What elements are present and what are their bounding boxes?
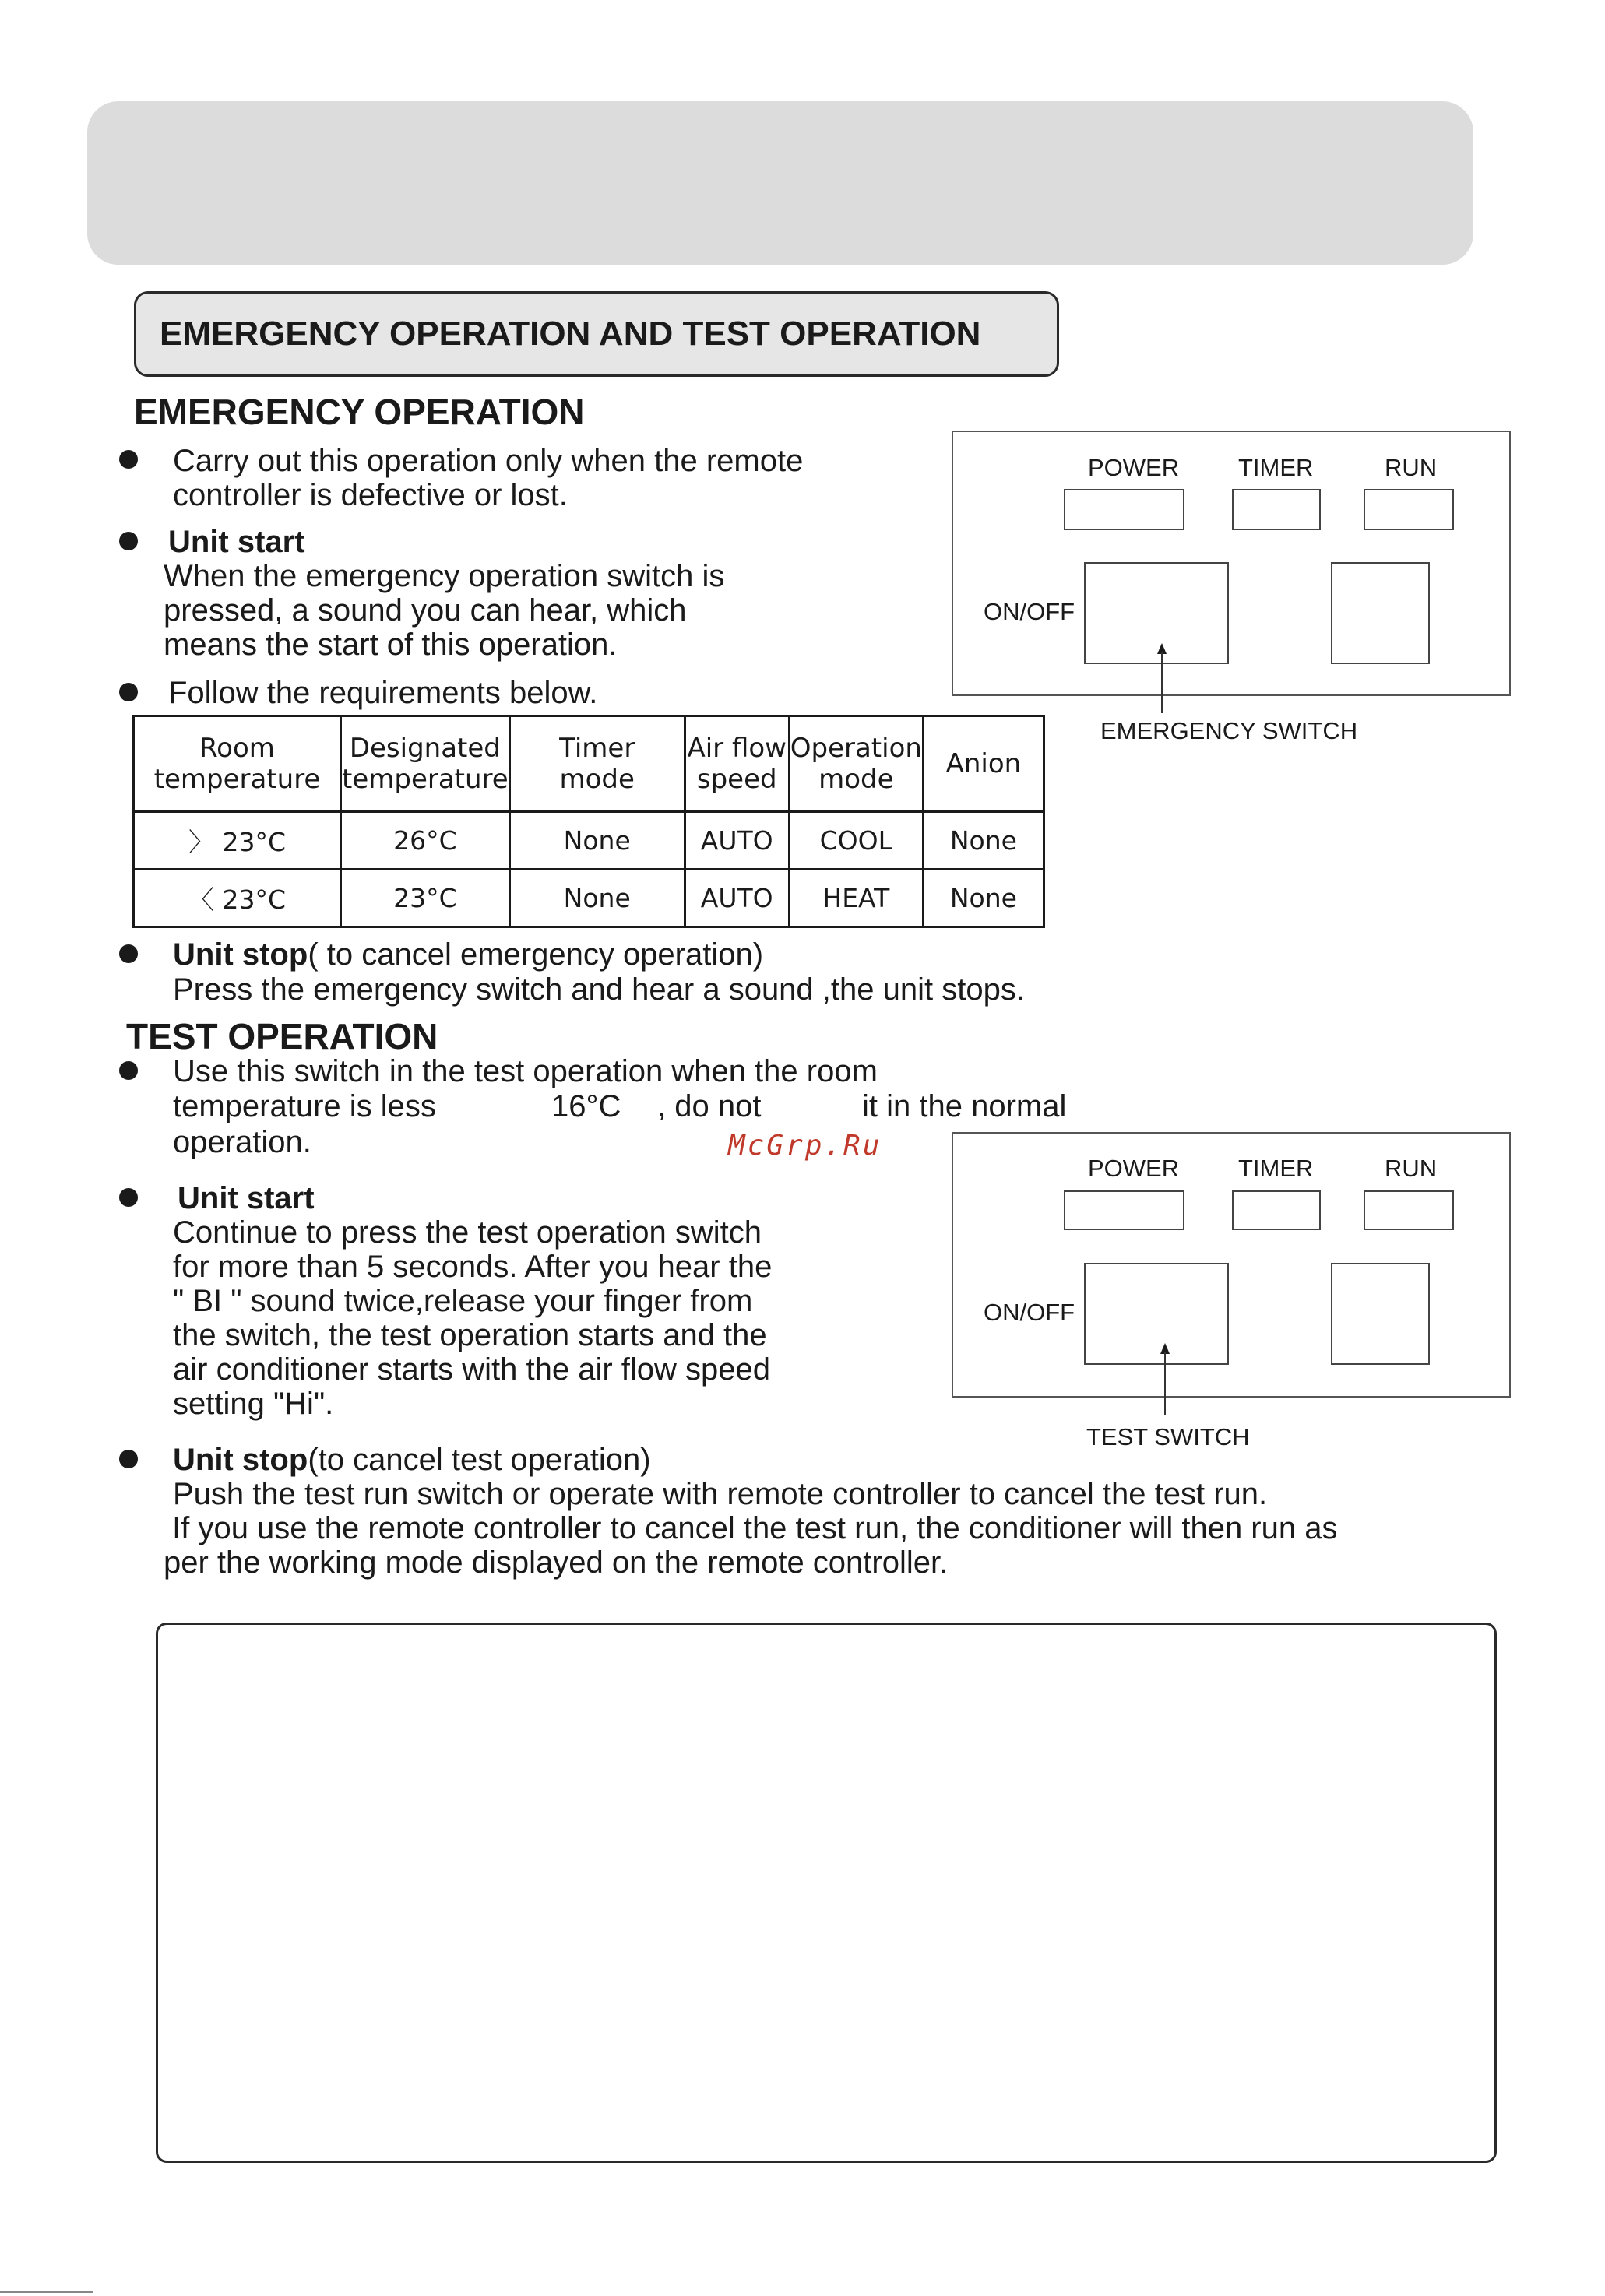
emergency-unit-stop-label: Unit stop xyxy=(173,937,308,972)
emergency-follow: Follow the requirements below. xyxy=(168,676,598,710)
emergency-heading: EMERGENCY OPERATION xyxy=(134,392,585,432)
test-bullet1-line3: operation. xyxy=(173,1125,311,1159)
callout-line xyxy=(1161,652,1163,713)
table-cell: 23°C xyxy=(341,870,510,927)
header-room-temperature: Room temperature xyxy=(134,716,341,812)
watermark: McGrp.Ru xyxy=(728,1130,882,1162)
test-bullet1-line2c: , do not xyxy=(657,1089,762,1123)
run-indicator xyxy=(1364,1190,1454,1230)
header-band xyxy=(87,101,1473,265)
test-unit-stop-line1: Push the test run switch or operate with remote controller to cancel the test run. xyxy=(173,1477,1268,1511)
table-cell: None xyxy=(509,870,685,927)
bullet-icon xyxy=(119,1188,138,1207)
test-unit-start-line2: for more than 5 seconds. After you hear the xyxy=(173,1250,773,1284)
test-unit-stop-suffix: (to cancel test operation) xyxy=(308,1443,651,1477)
panel-power-label: POWER xyxy=(1088,1155,1180,1182)
test-unit-start-line1: Continue to press the test operation switch xyxy=(173,1215,762,1250)
test-unit-stop xyxy=(173,1443,651,1477)
emergency-unit-stop-suffix: ( to cancel emergency operation) xyxy=(308,937,764,972)
panel-onoff-label: ON/OFF xyxy=(984,598,1075,625)
section-title xyxy=(134,291,1059,377)
panel-run-label: RUN xyxy=(1385,454,1438,481)
run-indicator xyxy=(1364,489,1454,530)
power-indicator xyxy=(1064,489,1184,530)
test-unit-start-line5: air conditioner starts with the air flow speed xyxy=(173,1352,771,1387)
panel-onoff-label: ON/OFF xyxy=(984,1299,1075,1326)
panel-power-label: POWER xyxy=(1088,454,1180,481)
test-heading: TEST OPERATION xyxy=(126,1016,438,1057)
test-bullet1-line2d: it in the normal xyxy=(862,1089,1067,1123)
bullet-icon xyxy=(119,1061,138,1080)
table-header-row xyxy=(134,716,1044,812)
test-bullet1-line2a: temperature is less xyxy=(173,1089,436,1123)
test-unit-stop-line3: per the working mode displayed on the remote controller. xyxy=(164,1545,949,1580)
bullet-icon xyxy=(119,683,138,701)
display-box xyxy=(1331,562,1430,664)
header-air-flow-speed: Air flow speed xyxy=(685,716,789,812)
bullet-icon xyxy=(119,532,138,550)
table-cell: 〉 23°C xyxy=(134,812,341,870)
test-switch[interactable] xyxy=(1084,1263,1229,1365)
table-cell: None xyxy=(923,870,1044,927)
emergency-switch-caption: EMERGENCY SWITCH xyxy=(1100,717,1358,744)
test-bullet1-line2b: 16°C xyxy=(551,1089,621,1123)
test-unit-start-line3: " BI " sound twice,release your finger from xyxy=(173,1284,753,1318)
header-anion: Anion xyxy=(923,716,1044,812)
header-operation-mode: Operation mode xyxy=(789,716,923,812)
section-title-text: EMERGENCY OPERATION AND TEST OPERATION xyxy=(160,315,981,353)
panel-run-label: RUN xyxy=(1385,1155,1438,1182)
display-box xyxy=(1331,1263,1430,1365)
footer-rule xyxy=(0,2291,93,2293)
emergency-bullet1-line2: controller is defective or lost. xyxy=(173,478,568,512)
panel-timer-label: TIMER xyxy=(1238,1155,1314,1182)
test-unit-stop-label: Unit stop xyxy=(173,1443,308,1477)
table-cell: HEAT xyxy=(789,870,923,927)
emergency-bullet1-line1: Carry out this operation only when the remote xyxy=(173,444,804,478)
test-unit-start-line6: setting "Hi". xyxy=(173,1387,334,1421)
callout-line xyxy=(1164,1352,1166,1415)
emergency-unit-stop-text: Press the emergency switch and hear a sound ,the unit stops. xyxy=(173,972,1025,1007)
table-cell: AUTO xyxy=(685,870,789,927)
panel-timer-label: TIMER xyxy=(1238,454,1314,481)
test-bullet1-line1: Use this switch in the test operation when the room xyxy=(173,1054,878,1088)
bullet-icon xyxy=(119,450,138,469)
test-unit-start-label: Unit start xyxy=(178,1181,315,1215)
header-timer-mode: Timer mode xyxy=(509,716,685,812)
note-box xyxy=(156,1623,1497,2163)
header-designated-temperature: Designated temperature xyxy=(341,716,510,812)
timer-indicator xyxy=(1232,1190,1321,1230)
table-cell: COOL xyxy=(789,812,923,870)
table-cell: None xyxy=(923,812,1044,870)
table-row xyxy=(134,870,1044,927)
table-cell: 26°C xyxy=(341,812,510,870)
table-row xyxy=(134,812,1044,870)
emergency-unit-start-line3: means the start of this operation. xyxy=(164,628,618,662)
table-cell: None xyxy=(509,812,685,870)
emergency-unit-start-line2: pressed, a sound you can hear, which xyxy=(164,593,687,628)
test-unit-stop-line2: If you use the remote controller to cancel the test run, the conditioner will then run as xyxy=(164,1511,1338,1545)
emergency-switch[interactable] xyxy=(1084,562,1229,664)
bullet-icon xyxy=(119,1450,138,1468)
bullet-icon xyxy=(119,944,138,963)
emergency-unit-stop xyxy=(173,937,763,972)
test-unit-start-line4: the switch, the test operation starts and the xyxy=(173,1318,767,1352)
table-cell: AUTO xyxy=(685,812,789,870)
table-cell: 〈 23°C xyxy=(134,870,341,927)
power-indicator xyxy=(1064,1190,1184,1230)
timer-indicator xyxy=(1232,489,1321,530)
requirements-table xyxy=(132,715,1045,928)
test-switch-caption: TEST SWITCH xyxy=(1086,1423,1250,1450)
emergency-unit-start-label: Unit start xyxy=(168,525,305,559)
emergency-unit-start-line1: When the emergency operation switch is xyxy=(164,559,725,593)
